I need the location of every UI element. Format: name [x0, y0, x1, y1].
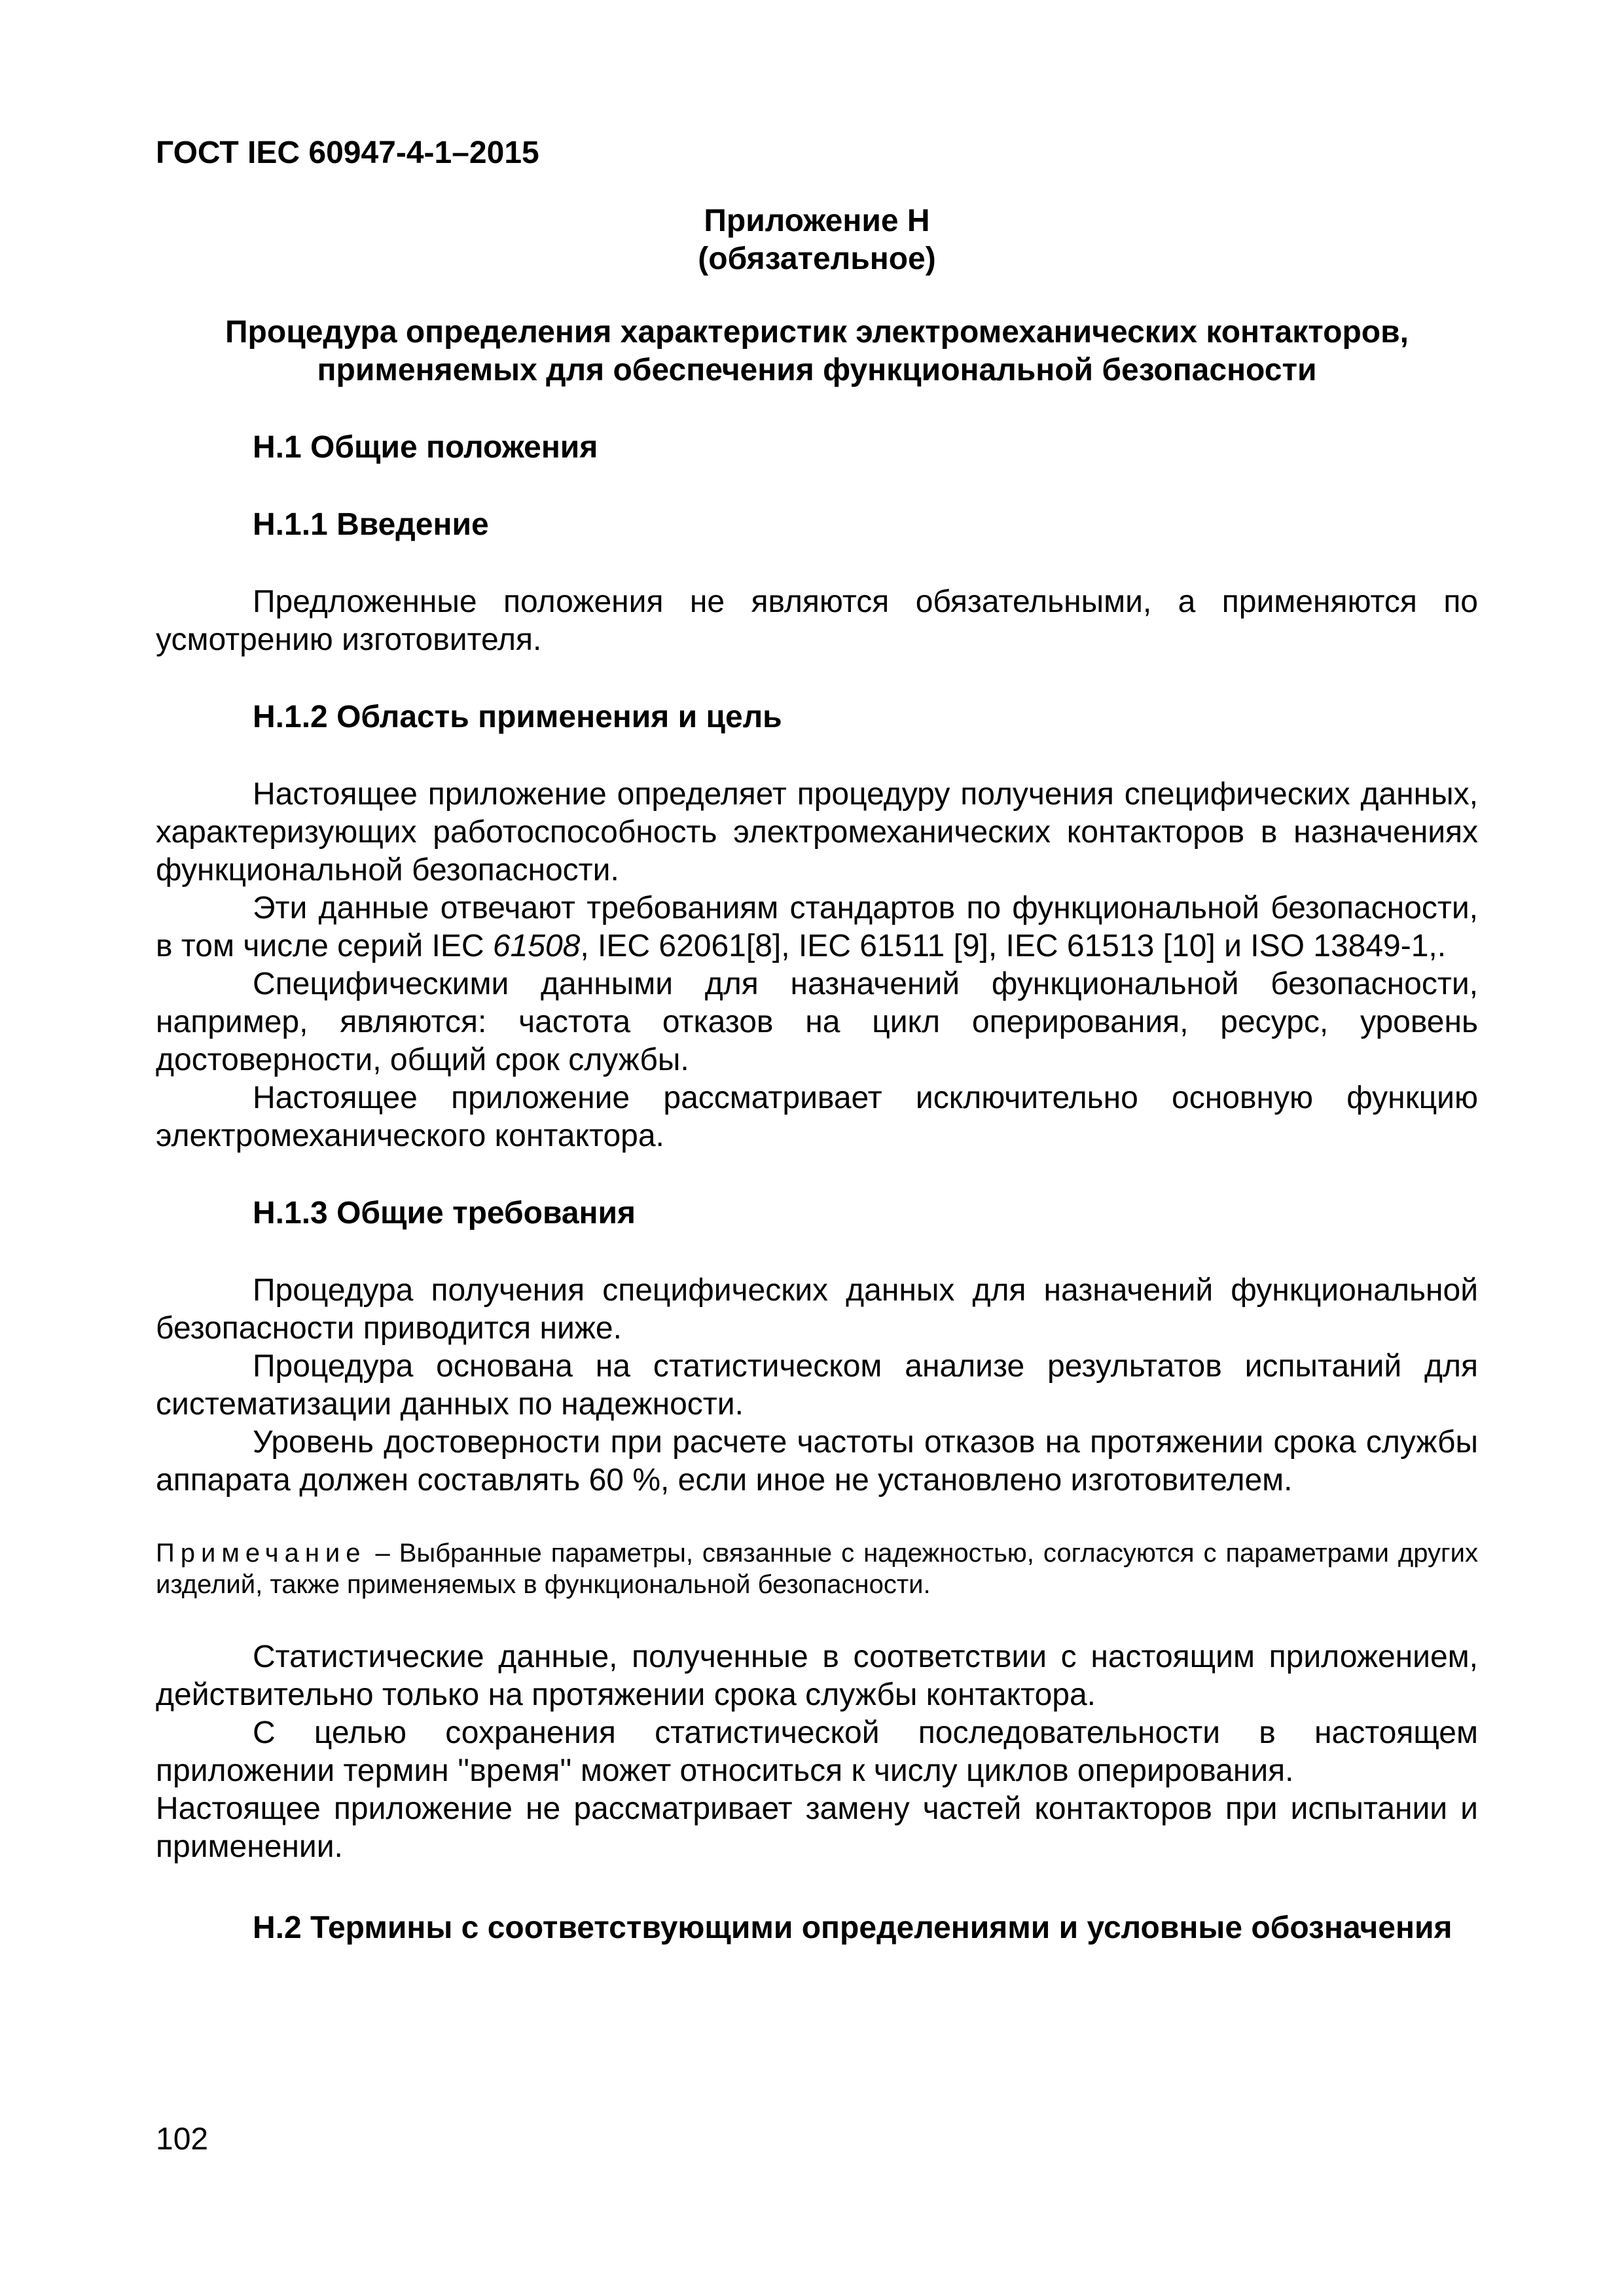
- document-page: [156, 134, 1478, 1986]
- paragraph-text: Эти данные отвечают требованиям стандартов по функциональной безопасности, в том числе серий IEC: [156, 891, 1478, 963]
- paragraph-italic-text: 61508: [492, 929, 581, 963]
- paragraph: Процедура получения специфических данных для назначений функциональной безопасности приводится ниже.: [156, 1273, 1478, 1346]
- annex-subtitle: [156, 314, 1478, 389]
- paragraph-text: , IEC 62061[8], IEC 61511 [9], IEC 61513 [10] и ISO 13849-1,.: [580, 929, 1447, 963]
- paragraph: Уровень достоверности при расчете частоты отказов на протяжении срока службы аппарата должен составлять 60 %, если иное не установлено изготовителем.: [156, 1425, 1478, 1498]
- paragraph: С целью сохранения статистической последовательности в настоящем приложении термин ''время'' может относиться к числу циклов оперирования.: [156, 1715, 1478, 1788]
- paragraph: Процедура основана на статистическом анализе результатов испытаний для систематизации данных по надежности.: [156, 1349, 1478, 1422]
- section-heading-h1-3: Н.1.3 Общие требования: [253, 1196, 636, 1230]
- section-heading-h1-1: Н.1.1 Введение: [253, 507, 489, 542]
- paragraph: Статистические данные, полученные в соответствии с настоящим приложением, действительно только на протяжении срока службы контактора.: [156, 1640, 1478, 1712]
- paragraph: Специфическими данными для назначений функциональной безопасности, например, являются: частота отказов на цикл оперирования, ресурс, уровень достоверности, общий срок службы.: [156, 967, 1478, 1077]
- note-label: Примечание: [156, 1539, 367, 1568]
- paragraph-standards: [156, 889, 1478, 965]
- section-heading-h2: Н.2 Термины с соответствующими определениями и условные обозначения: [253, 1910, 1453, 1945]
- section-h1-1-body: [156, 583, 1478, 659]
- annex-title: Приложение Н: [704, 204, 930, 238]
- annex-subtitle-line-1: Процедура определения характеристик электромеханических контакторов,: [225, 315, 1409, 350]
- annex-subtitle-line-2: применяемых для обеспечения функциональной безопасности: [317, 353, 1317, 387]
- paragraph: Предложенные положения не являются обязательными, а применяются по усмотрению изготовителя.: [156, 584, 1478, 657]
- annex-heading: [156, 202, 1478, 278]
- section-heading-h1-2: Н.1.2 Область применения и цель: [253, 700, 782, 734]
- section-h1-3-body: [156, 1272, 1478, 1866]
- note: [156, 1537, 1478, 1600]
- note-text: – Выбранные параметры, связанные с надежностью, согласуются с параметрами других изделий, также применяемых в функциональной безопасности.: [156, 1539, 1478, 1599]
- paragraph: Настоящее приложение рассматривает исключительно основную функцию электромеханического контактора.: [156, 1081, 1478, 1153]
- page-number: 102: [156, 2122, 209, 2157]
- section-h1-2-body: [156, 776, 1478, 1155]
- annex-status: (обязательное): [698, 242, 936, 276]
- paragraph: Настоящее приложение определяет процедуру получения специфических данных, характеризующих работоспособность электромеханических контакторов в назначениях функциональной безопасности.: [156, 777, 1478, 888]
- document-code: ГОСТ IEC 60947-4-1–2015: [156, 135, 539, 170]
- section-heading-h1: Н.1 Общие положения: [253, 430, 598, 465]
- paragraph: Настоящее приложение не рассматривает замену частей контакторов при испытании и применении.: [156, 1791, 1478, 1864]
